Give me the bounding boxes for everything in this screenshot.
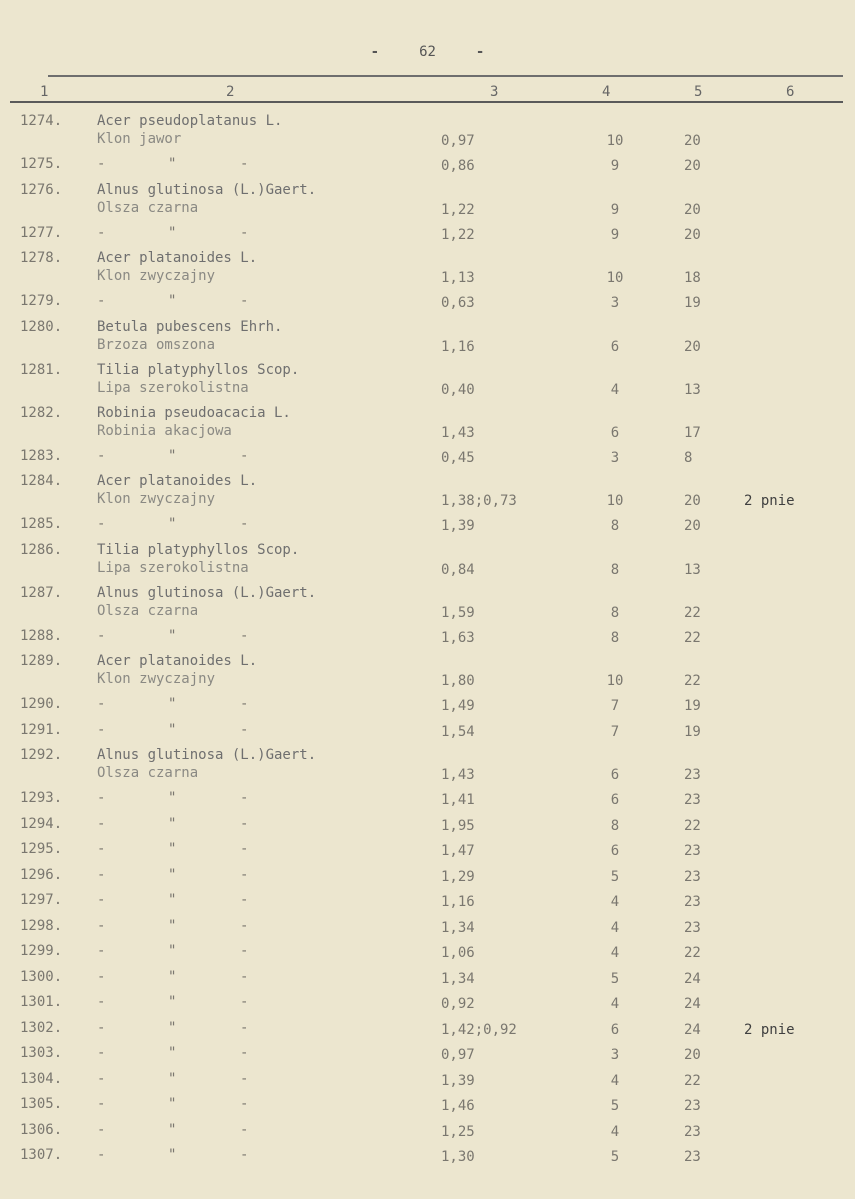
- column-5-value: 20: [684, 201, 701, 218]
- species-name: [97, 249, 257, 285]
- ditto-quote: ": [168, 943, 177, 959]
- species-latin-name: Alnus glutinosa (L.)Gaert.: [97, 584, 317, 601]
- column-4-value: 8: [610, 518, 620, 534]
- species-name: [97, 472, 257, 508]
- table-row: [0, 181, 855, 224]
- circumference-value: 1,42;0,92: [441, 1021, 517, 1038]
- column-4-value: 10: [606, 133, 624, 149]
- column-4-value: 10: [606, 493, 624, 509]
- column-4-value: 9: [610, 201, 620, 218]
- circumference-value: 0,40: [441, 381, 475, 398]
- column-5-value: 19: [684, 698, 701, 714]
- ditto-dash: -: [240, 1096, 249, 1112]
- column-5-value: 20: [684, 226, 701, 243]
- column-5-value: 24: [684, 996, 701, 1012]
- table-row: [0, 361, 855, 404]
- column-5-value: 17: [684, 424, 701, 441]
- column-4-value: 10: [606, 270, 624, 286]
- table-row: [0, 249, 855, 292]
- ditto-dash: -: [240, 1121, 249, 1138]
- species-name: [97, 652, 257, 688]
- ditto-dash: -: [240, 968, 249, 985]
- column-5-value: 23: [684, 792, 701, 808]
- record-number: 1294.: [20, 815, 63, 832]
- column-5-value: 23: [684, 894, 701, 910]
- column-5-value: 23: [684, 868, 701, 885]
- page-number-dash-left: -: [370, 44, 380, 60]
- ditto-dash: -: [97, 968, 106, 985]
- species-latin-name: Tilia platyphyllos Scop.: [97, 361, 300, 378]
- ditto-dash: -: [97, 917, 106, 934]
- ditto-dash: -: [240, 892, 249, 908]
- ditto-quote: ": [168, 841, 177, 857]
- table-row: [0, 627, 855, 653]
- page-number: [0, 44, 855, 60]
- column-header-4: 4: [602, 84, 611, 100]
- record-number: 1300.: [20, 968, 63, 985]
- circumference-value: 1,22: [441, 201, 475, 218]
- species-common-name: Klon zwyczajny: [97, 491, 216, 507]
- table-row: [0, 155, 855, 181]
- table-row: [0, 541, 855, 584]
- column-5-value: 13: [684, 381, 701, 398]
- ditto-dash: -: [240, 841, 249, 857]
- column-4-value: 5: [610, 1149, 620, 1165]
- record-number: 1276.: [20, 181, 63, 198]
- species-latin-name: Robinia pseudoacacia L.: [97, 404, 291, 421]
- ditto-dash: -: [97, 696, 106, 712]
- column-5-value: 20: [684, 338, 701, 355]
- column-4-value: 5: [610, 1098, 620, 1114]
- ditto-dash: -: [97, 815, 106, 832]
- ditto-dash: -: [240, 293, 249, 309]
- column-4-value: 3: [610, 449, 620, 466]
- record-number: 1299.: [20, 943, 63, 959]
- table-row: [0, 993, 855, 1019]
- column-4-value: 8: [610, 604, 620, 621]
- ditto-quote: ": [168, 790, 177, 806]
- column-5-value: 22: [684, 817, 701, 834]
- column-5-value: 8: [684, 449, 693, 466]
- species-name: [97, 318, 282, 354]
- column-4-value: 7: [610, 723, 620, 740]
- column-4-value: 4: [610, 894, 620, 910]
- ditto-quote: ": [168, 815, 177, 832]
- record-number: 1288.: [20, 627, 63, 644]
- ditto-dash: -: [240, 224, 249, 241]
- record-number: 1304.: [20, 1070, 63, 1087]
- record-number: 1285.: [20, 516, 63, 532]
- species-latin-name: Acer platanoides L.: [97, 473, 258, 489]
- column-4-value: 6: [610, 1021, 620, 1038]
- circumference-value: 1,34: [441, 970, 475, 987]
- species-name: [97, 746, 316, 782]
- ditto-dash: -: [97, 1045, 106, 1061]
- column-4-value: 4: [610, 996, 620, 1012]
- top-rule: [48, 75, 843, 77]
- record-number: 1292.: [20, 747, 63, 763]
- remarks-value: 2 pnie: [744, 1021, 795, 1038]
- circumference-value: 1,43: [441, 424, 475, 441]
- ditto-dash: -: [240, 866, 249, 883]
- ditto-dash: -: [97, 293, 106, 309]
- circumference-value: 1,13: [441, 270, 475, 286]
- column-5-value: 20: [684, 133, 701, 149]
- table-row: [0, 1146, 855, 1172]
- column-4-value: 3: [610, 1047, 620, 1063]
- circumference-value: 1,06: [441, 945, 475, 961]
- circumference-value: 1,43: [441, 767, 475, 783]
- species-common-name: Olsza czarna: [97, 602, 199, 619]
- circumference-value: 1,49: [441, 698, 475, 714]
- column-5-value: 23: [684, 1149, 701, 1165]
- table-row: [0, 721, 855, 747]
- table-row: [0, 815, 855, 841]
- ditto-dash: -: [240, 917, 249, 934]
- page-number-dash-right: -: [475, 44, 485, 60]
- table-row: [0, 917, 855, 943]
- table-row: [0, 224, 855, 250]
- circumference-value: 1,25: [441, 1123, 475, 1140]
- ditto-dash: -: [240, 696, 249, 712]
- circumference-value: 1,29: [441, 868, 475, 885]
- circumference-value: 0,92: [441, 996, 475, 1012]
- species-name: [97, 541, 299, 577]
- ditto-dash: -: [240, 1070, 249, 1087]
- column-5-value: 20: [684, 493, 701, 509]
- ditto-dash: -: [97, 943, 106, 959]
- species-name: [97, 112, 282, 148]
- circumference-value: 1,47: [441, 843, 475, 859]
- table-row: [0, 1121, 855, 1147]
- circumference-value: 0,45: [441, 449, 475, 466]
- record-number: 1280.: [20, 318, 63, 335]
- ditto-dash: -: [97, 866, 106, 883]
- ditto-dash: -: [97, 841, 106, 857]
- table-row: [0, 515, 855, 541]
- column-5-value: 23: [684, 843, 701, 859]
- ditto-quote: ": [168, 1096, 177, 1112]
- table-row: [0, 1019, 855, 1045]
- table-row: [0, 404, 855, 447]
- column-4-value: 8: [610, 561, 620, 578]
- species-common-name: Olsza czarna: [97, 199, 199, 216]
- column-4-value: 4: [610, 919, 620, 936]
- ditto-dash: -: [97, 1019, 106, 1036]
- ditto-dash: -: [240, 994, 249, 1010]
- column-4-value: 9: [610, 158, 620, 174]
- table-body: [0, 112, 855, 1172]
- ditto-dash: -: [97, 892, 106, 908]
- column-4-value: 6: [610, 767, 620, 783]
- column-4-value: 6: [610, 338, 620, 355]
- species-common-name: Klon zwyczajny: [97, 671, 216, 687]
- column-5-value: 19: [684, 723, 701, 740]
- column-5-value: 20: [684, 158, 701, 174]
- ditto-dash: -: [97, 721, 106, 738]
- table-row: [0, 112, 855, 155]
- record-number: 1287.: [20, 584, 63, 601]
- column-4-value: 10: [606, 673, 624, 689]
- record-number: 1291.: [20, 721, 63, 738]
- ditto-quote: ": [168, 917, 177, 934]
- column-header-6: 6: [786, 84, 795, 100]
- record-number: 1277.: [20, 224, 63, 241]
- ditto-dash: -: [240, 627, 249, 644]
- ditto-dash: -: [240, 1147, 249, 1163]
- species-name: [97, 181, 316, 217]
- ditto-quote: ": [168, 447, 177, 464]
- ditto-quote: ": [168, 1019, 177, 1036]
- record-number: 1283.: [20, 447, 63, 464]
- column-5-value: 20: [684, 518, 701, 534]
- record-number: 1293.: [20, 790, 63, 806]
- ditto-dash: -: [97, 627, 106, 644]
- record-number: 1289.: [20, 653, 63, 669]
- table-row: [0, 891, 855, 917]
- circumference-value: 1,59: [441, 604, 475, 621]
- table-row: [0, 866, 855, 892]
- ditto-quote: ": [168, 224, 177, 241]
- ditto-dash: -: [97, 516, 106, 532]
- species-latin-name: Acer pseudoplatanus L.: [97, 113, 283, 129]
- table-row: [0, 840, 855, 866]
- species-common-name: Klon zwyczajny: [97, 268, 216, 284]
- ditto-quote: ": [168, 1121, 177, 1138]
- table-row: [0, 746, 855, 789]
- ditto-quote: ": [168, 627, 177, 644]
- ditto-quote: ": [168, 1045, 177, 1061]
- column-5-value: 22: [684, 1072, 701, 1089]
- column-header-3: 3: [490, 84, 499, 100]
- ditto-dash: -: [97, 1147, 106, 1163]
- table-row: [0, 584, 855, 627]
- circumference-value: 0,97: [441, 133, 475, 149]
- ditto-quote: ": [168, 994, 177, 1010]
- species-common-name: Olsza czarna: [97, 765, 199, 781]
- species-name: [97, 404, 291, 440]
- species-latin-name: Acer platanoides L.: [97, 653, 258, 669]
- species-latin-name: Tilia platyphyllos Scop.: [97, 541, 300, 558]
- column-5-value: 24: [684, 970, 701, 987]
- circumference-value: 1,95: [441, 817, 475, 834]
- column-5-value: 23: [684, 1123, 701, 1140]
- column-5-value: 20: [684, 1047, 701, 1063]
- ditto-dash: -: [97, 1096, 106, 1112]
- ditto-dash: -: [240, 1045, 249, 1061]
- record-number: 1302.: [20, 1019, 63, 1036]
- circumference-value: 1,63: [441, 629, 475, 646]
- circumference-value: 1,54: [441, 723, 475, 740]
- column-4-value: 5: [610, 970, 620, 987]
- ditto-quote: ": [168, 866, 177, 883]
- column-4-value: 7: [610, 698, 620, 714]
- remarks-value: 2 pnie: [744, 493, 795, 509]
- circumference-value: 0,86: [441, 158, 475, 174]
- ditto-dash: -: [97, 1070, 106, 1087]
- species-common-name: Lipa szerokolistna: [97, 559, 249, 576]
- record-number: 1296.: [20, 866, 63, 883]
- ditto-quote: ": [168, 892, 177, 908]
- record-number: 1297.: [20, 892, 63, 908]
- header-rule: [10, 101, 843, 103]
- ditto-dash: -: [240, 790, 249, 806]
- record-number: 1281.: [20, 361, 63, 378]
- table-row: [0, 472, 855, 515]
- record-number: 1282.: [20, 404, 63, 421]
- circumference-value: 1,22: [441, 226, 475, 243]
- table-row: [0, 1044, 855, 1070]
- column-5-value: 23: [684, 767, 701, 783]
- table-row: [0, 1095, 855, 1121]
- record-number: 1298.: [20, 917, 63, 934]
- species-name: [97, 361, 299, 397]
- species-latin-name: Alnus glutinosa (L.)Gaert.: [97, 181, 317, 198]
- ditto-dash: -: [97, 790, 106, 806]
- species-common-name: Brzoza omszona: [97, 336, 216, 353]
- ditto-dash: -: [240, 1019, 249, 1036]
- column-header-5: 5: [694, 84, 703, 100]
- column-4-value: 8: [610, 629, 620, 646]
- column-4-value: 8: [610, 817, 620, 834]
- record-number: 1301.: [20, 994, 63, 1010]
- column-header-1: 1: [40, 84, 49, 100]
- column-header-2: 2: [226, 84, 235, 100]
- table-row: [0, 652, 855, 695]
- record-number: 1278.: [20, 250, 63, 266]
- table-row: [0, 292, 855, 318]
- ditto-dash: -: [97, 156, 106, 172]
- ditto-dash: -: [240, 447, 249, 464]
- ditto-dash: -: [97, 224, 106, 241]
- table-row: [0, 942, 855, 968]
- record-number: 1274.: [20, 113, 63, 129]
- column-5-value: 22: [684, 604, 701, 621]
- table-row: [0, 447, 855, 473]
- column-5-value: 22: [684, 673, 701, 689]
- column-5-value: 18: [684, 270, 701, 286]
- ditto-dash: -: [97, 447, 106, 464]
- column-5-value: 22: [684, 945, 701, 961]
- table-row: [0, 789, 855, 815]
- species-latin-name: Acer platanoides L.: [97, 250, 258, 266]
- table-row: [0, 318, 855, 361]
- species-common-name: Lipa szerokolistna: [97, 379, 249, 396]
- ditto-quote: ": [168, 968, 177, 985]
- ditto-dash: -: [240, 815, 249, 832]
- ditto-quote: ": [168, 721, 177, 738]
- column-4-value: 4: [610, 381, 620, 398]
- column-4-value: 5: [610, 868, 620, 885]
- record-number: 1305.: [20, 1096, 63, 1112]
- column-4-value: 3: [610, 295, 620, 311]
- ditto-quote: ": [168, 1070, 177, 1087]
- circumference-value: 1,30: [441, 1149, 475, 1165]
- circumference-value: 1,41: [441, 792, 475, 808]
- circumference-value: 1,34: [441, 919, 475, 936]
- species-common-name: Robinia akacjowa: [97, 422, 232, 439]
- record-number: 1306.: [20, 1121, 63, 1138]
- ditto-quote: ": [168, 293, 177, 309]
- circumference-value: 1,39: [441, 518, 475, 534]
- species-common-name: Klon jawor: [97, 131, 182, 147]
- circumference-value: 1,16: [441, 894, 475, 910]
- ditto-quote: ": [168, 156, 177, 172]
- ditto-dash: -: [240, 516, 249, 532]
- species-name: [97, 584, 316, 620]
- record-number: 1279.: [20, 293, 63, 309]
- column-5-value: 23: [684, 1098, 701, 1114]
- ditto-quote: ": [168, 1147, 177, 1163]
- ditto-dash: -: [97, 994, 106, 1010]
- column-4-value: 9: [610, 226, 620, 243]
- record-number: 1307.: [20, 1147, 63, 1163]
- ditto-dash: -: [240, 943, 249, 959]
- column-5-value: 22: [684, 629, 701, 646]
- column-5-value: 24: [684, 1021, 701, 1038]
- circumference-value: 1,46: [441, 1098, 475, 1114]
- circumference-value: 0,63: [441, 295, 475, 311]
- circumference-value: 1,38;0,73: [441, 493, 517, 509]
- table-row: [0, 968, 855, 994]
- record-number: 1284.: [20, 473, 63, 489]
- column-4-value: 6: [610, 424, 620, 441]
- species-latin-name: Betula pubescens Ehrh.: [97, 318, 283, 335]
- column-4-value: 6: [610, 792, 620, 808]
- species-latin-name: Alnus glutinosa (L.)Gaert.: [97, 747, 317, 763]
- column-5-value: 13: [684, 561, 701, 578]
- page-number-value: 62: [419, 44, 436, 60]
- circumference-value: 1,80: [441, 673, 475, 689]
- column-5-value: 23: [684, 919, 701, 936]
- column-4-value: 4: [610, 1123, 620, 1140]
- circumference-value: 1,39: [441, 1072, 475, 1089]
- table-row: [0, 1070, 855, 1096]
- circumference-value: 1,16: [441, 338, 475, 355]
- ditto-dash: -: [97, 1121, 106, 1138]
- column-5-value: 19: [684, 295, 701, 311]
- ditto-dash: -: [240, 721, 249, 738]
- record-number: 1275.: [20, 156, 63, 172]
- record-number: 1290.: [20, 696, 63, 712]
- circumference-value: 0,84: [441, 561, 475, 578]
- circumference-value: 0,97: [441, 1047, 475, 1063]
- record-number: 1303.: [20, 1045, 63, 1061]
- table-row: [0, 695, 855, 721]
- ditto-quote: ": [168, 696, 177, 712]
- record-number: 1286.: [20, 541, 63, 558]
- ditto-quote: ": [168, 516, 177, 532]
- ditto-dash: -: [240, 156, 249, 172]
- record-number: 1295.: [20, 841, 63, 857]
- column-4-value: 6: [610, 843, 620, 859]
- column-4-value: 4: [610, 945, 620, 961]
- column-4-value: 4: [610, 1072, 620, 1089]
